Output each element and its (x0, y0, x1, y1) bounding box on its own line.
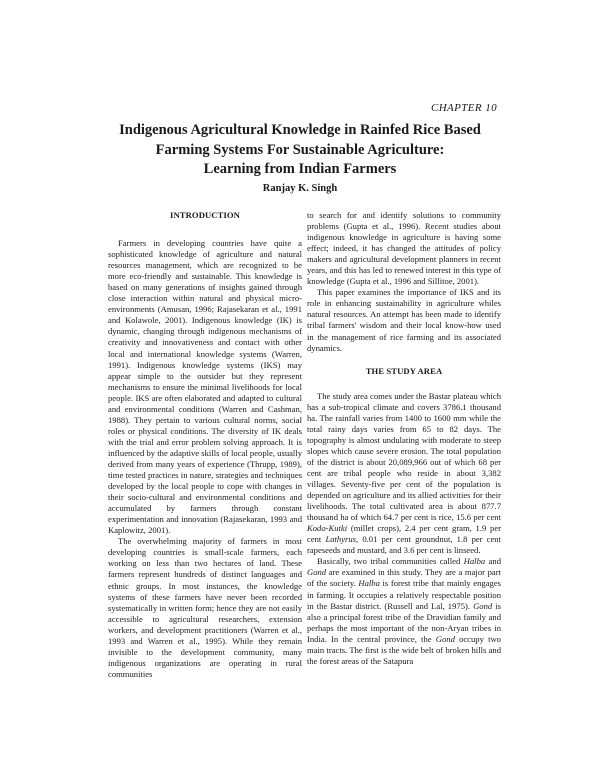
study-text-g: is also a principal forest tribe of the Dravidian family and perhaps the most important of the non-Aryan tribes in India. In the central province, the (307, 600, 501, 644)
paper-title (100, 121, 500, 180)
study-text-h: occupy two main tracts. The first is the wide belt of broken hills and the forest areas of the Satapura (307, 633, 501, 666)
intro-paragraph-2: The overwhelming majority of farmers in most developing countries is small-scale farmers, each working on less than two hectares of land. These farmers represent hundreds of distinct languages and ethnic groups. In most instances, the knowledge systems of these farmers have never been recorded systematically in written form; hence they are not easily accessible to agricultural researchers, extension workers, and development practitioners (Warren et al., 1993 and Warren et al., 1995). While they remain invisible to the development community, many indigenous organizations are operating in rural communities (108, 536, 302, 679)
term-halba: Halba (463, 556, 486, 567)
study-text-a: The study area comes under the Bastar plateau which has a sub-tropical climate and covers 3786.1 thousand ha. The rainfall varies from 1400 to 1600 mm while the total rainy days varies from 65 to 82 days. The topography is almost undulating with moderate to steep slopes which cause severe erosion. The total population of the district is about 20,089,966 out of which 68 per cent are tribal people who reside in about 3,382 villages. Seventy-five per cent of the population is depended on agriculture and its allied activities for their livelihoods. The total cultivated area is about 877.7 thousand ha of which 64.7 per cent is rice, 15.6 per cent (307, 390, 501, 523)
study-text-c: , 0.01 per cent groundnut, 1.8 per cent rapeseeds and mustard, and 3.6 per cent is linseed. (307, 534, 501, 556)
study-text-and: and (485, 556, 501, 567)
intro-paragraph-2-continued: to search for and identify solutions to community problems (Gupta et al., 1996). Recent studies about indigenous knowledge in agriculture is having some effect; indeed, it has changed the attitudes of policy makers and agricultural development planners in recent years, and this has led to renewed interest in this type of knowledge (Gupta et al., 1996 and Sillitoe, 2001). (307, 210, 501, 287)
intro-paragraph-1: Farmers in developing countries have quite a sophisticated knowledge of agriculture and natural resources management, which are recognized to be more eco-friendly and sustainable. This knowledge is based on many generations of insights gained through close interaction within natural and physical micro-environments (Amusan, 1996; Rajasekaran et al., 1991 and Kolawole, 2001). Indigenous knowledge (IK) is dynamic, changing through indigenous mechanisms of creativity and innovativeness and contact with other local and international knowledge systems (Warren, 1991). Indigenous knowledge systems (IKS) may appear simple to the outsider but they represent mechanisms to ensure the minimal livelihoods for local people. IKS are often elaborated and adapted to cultural and environmental conditions (Warren and Cashman, 1988). They pertain to various cultural norms, social roles or physical conditions. The diversity of IK deals with the trial and error problem solving approach. It is influenced by the adaptive skills of local people, usually derived from many years of experience (Thrupp, 1989), time tested practices in nature, strategies and techniques developed by the local people to cope with changes in their socio-cultural and environmental conditions and accumulated by farmers through constant experimentation and innovation (Rajasekaran, 1993 and Kaplowitz, 2001). (108, 238, 302, 536)
study-text-b: (millet crops), 2.4 per cent gram, 1.9 per cent (307, 523, 501, 545)
term-kodo-kutki: Kodo-Kutki (307, 523, 348, 534)
introduction-heading: INTRODUCTION (170, 210, 240, 220)
left-column (108, 210, 302, 680)
term-halba-2: Halba (358, 578, 380, 589)
term-gond-2: Gond (473, 600, 493, 611)
intro-paragraph-3: This paper examines the importance of IKS and its role in enhancing sustainability in agriculture whiles natural resources. An attempt has been made to identify tribal farmers' wisdom and their local know-how used in the management of rice farming and its associated dynamics. (307, 287, 501, 353)
author-name: Ranjay K. Singh (262, 183, 338, 194)
title-line-3: Learning from Indian Farmers (203, 161, 397, 177)
term-lathyrus: Lathyrus (325, 534, 357, 545)
right-column (307, 210, 501, 667)
study-area-paragraph-1 (307, 391, 501, 557)
term-gond-3: Gond (435, 633, 455, 644)
study-area-paragraph-2 (307, 556, 501, 666)
chapter-label: CHAPTER 10 (430, 102, 497, 114)
study-text-f: is forest tribe that mainly engages in farming. It occupies a relatively respectable position in the Bastar district. (Russell and Lal, 1975). (307, 578, 501, 611)
term-gond: Gond (307, 567, 327, 578)
title-line-1: Indigenous Agricultural Knowledge in Rainfed Rice Based (119, 122, 481, 138)
study-area-heading: THE STUDY AREA (365, 365, 443, 376)
study-text-e: are examined in this study. They are a major part of the society. (307, 567, 501, 589)
study-text-d: Basically, two tribal communities called (317, 556, 464, 567)
title-line-2: Farming Systems For Sustainable Agriculture: (155, 141, 445, 158)
